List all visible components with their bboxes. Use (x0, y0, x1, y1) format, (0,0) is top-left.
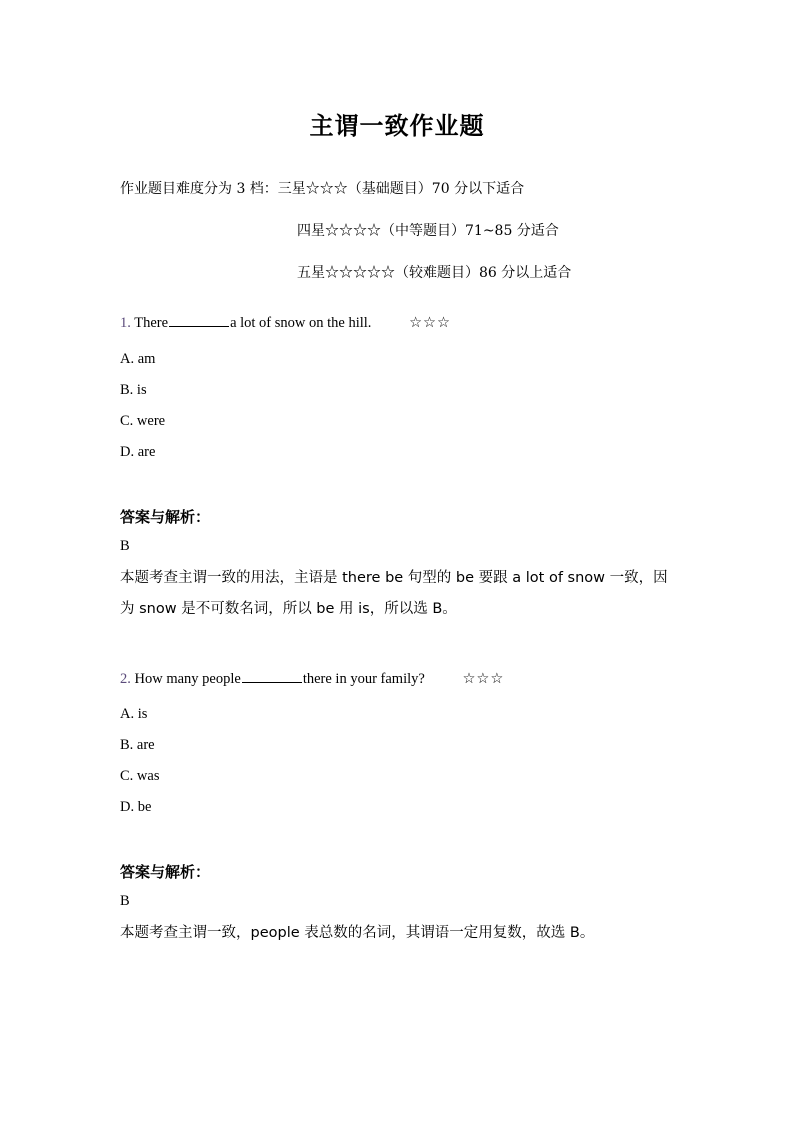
option-c: C. were (120, 413, 166, 429)
question-number: 1. (120, 315, 131, 331)
option-d: D. be (120, 799, 152, 815)
question-text-after: there in your family? (302, 671, 425, 687)
option-b: B. is (120, 382, 147, 398)
explanation-line: 本题考查主谓一致，people 表总数的名词，其谓语一定用复数，故选 B。 (120, 925, 595, 941)
difficulty-line-1: 作业题目难度分为 3 档：三星☆☆☆（基础题目）70 分以下适合 (120, 181, 525, 197)
option-a: A. is (120, 706, 148, 722)
answer-heading: 答案与解析： (120, 508, 211, 526)
answer-value: B (120, 893, 130, 909)
question-2 (120, 669, 504, 688)
option-a: A. am (120, 351, 156, 367)
question-number: 2. (120, 671, 131, 687)
difficulty-line-3: 五星☆☆☆☆☆（较难题目）86 分以上适合 (297, 265, 572, 281)
answer-blank (242, 669, 302, 683)
explanation-line: 本题考查主谓一致的用法，主语是 there be 句型的 be 要跟 a lot of snow 一致，因 (120, 570, 668, 586)
question-text-after: a lot of snow on the hill. (230, 315, 372, 331)
option-b: B. are (120, 737, 155, 753)
answer-explanation (120, 918, 680, 949)
page-title: 主谓一致作业题 (309, 112, 485, 140)
question-1 (120, 313, 451, 332)
question-text-before: How many people (134, 671, 241, 687)
difficulty-stars: ☆☆☆ (409, 315, 452, 331)
answer-explanation (120, 563, 680, 625)
answer-value: B (120, 538, 130, 554)
answer-blank (169, 313, 229, 327)
question-text-before: There (134, 315, 169, 331)
difficulty-stars: ☆☆☆ (462, 671, 505, 687)
difficulty-line-2: 四星☆☆☆☆（中等题目）71~85 分适合 (297, 223, 559, 239)
explanation-line: 为 snow 是不可数名词，所以 be 用 is，所以选 B。 (120, 601, 457, 617)
answer-heading: 答案与解析： (120, 863, 211, 881)
option-c: C. was (120, 768, 160, 784)
option-d: D. are (120, 444, 156, 460)
